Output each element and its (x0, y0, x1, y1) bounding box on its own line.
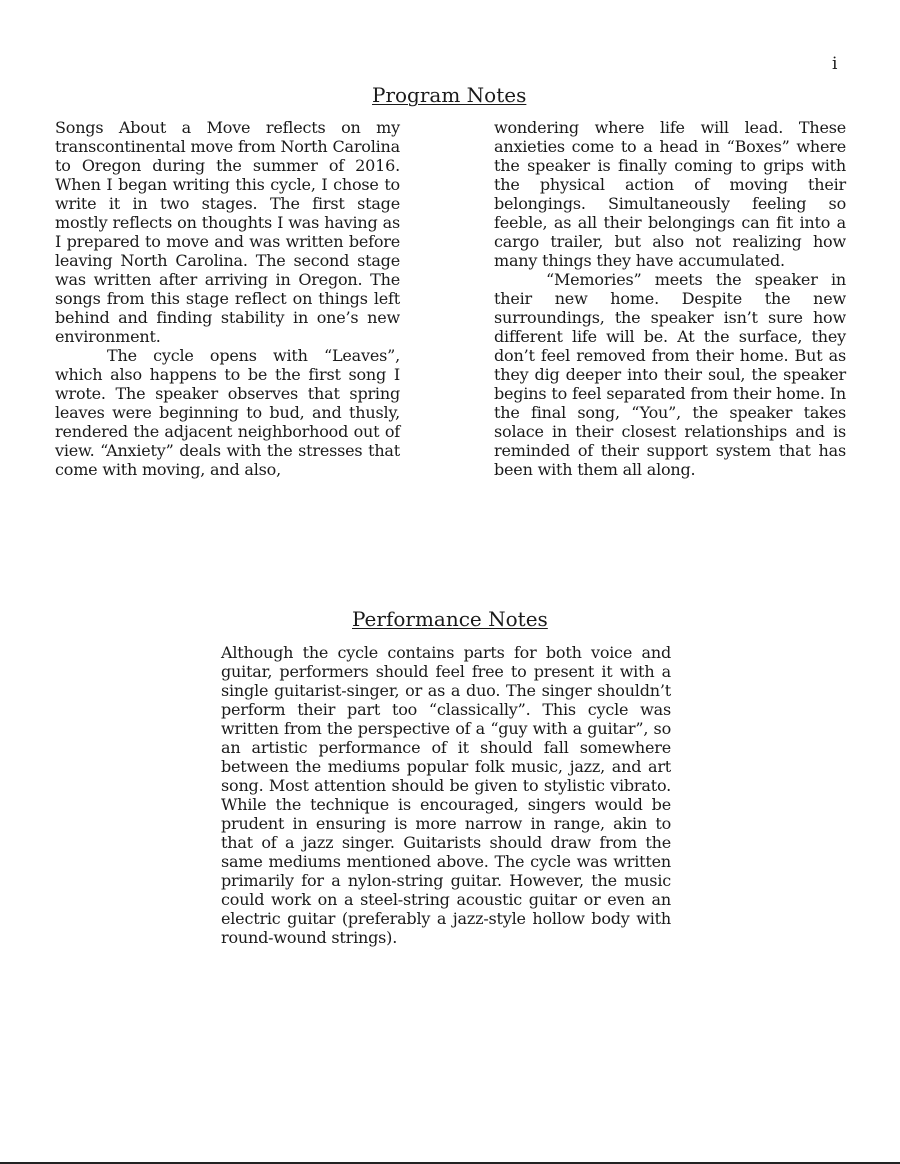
page-number: i (832, 54, 838, 74)
performance-notes-title: Performance Notes (352, 607, 548, 631)
program-notes-paragraph: wondering where life will lead. These anxieties come to a head in “Boxes” where the speaker is finally coming to grips with the physical action of moving their belongings. Simultaneously feeling so feeble, as all their belongings can fit into a cargo trailer, but also not realizing how many things they have accumulated. (494, 118, 846, 270)
program-notes-left-column (55, 118, 400, 479)
performance-notes-body (221, 643, 671, 947)
program-notes-title: Program Notes (372, 83, 527, 107)
performance-notes-paragraph: Although the cycle contains parts for both voice and guitar, performers should feel free to present it with a single guitarist-singer, or as a duo. The singer shouldn’t perform their part too “classically”. This cycle was written from the perspective of a “guy with a guitar”, so an artistic performance of it should fall somewhere between the mediums popular folk music, jazz, and art song. Most attention should be given to stylistic vibrato. While the technique is encouraged, singers would be prudent in ensuring is more narrow in range, akin to that of a jazz singer. Guitarists should draw from the same mediums mentioned above. The cycle was written primarily for a nylon-string guitar. However, the music could work on a steel-string acoustic guitar or even an electric guitar (preferably a jazz-style hollow body with round-wound strings). (221, 643, 671, 947)
program-notes-paragraph: The cycle opens with “Leaves”, which also happens to be the first song I wrote. The speaker observes that spring leaves were beginning to bud, and thusly, rendered the adjacent neighborhood out of view. “Anxiety” deals with the stresses that come with moving, and also, (55, 346, 400, 479)
program-notes-paragraph: “Memories” meets the speaker in their new home. Despite the new surroundings, the speaker isn’t sure how different life will be. At the surface, they don’t feel removed from their home. But as they dig deeper into their soul, the speaker begins to feel separated from their home. In the final song, “You”, the speaker takes solace in their closest relationships and is reminded of their support system that has been with them all along. (494, 270, 846, 479)
program-notes-paragraph: Songs About a Move reflects on my transcontinental move from North Carolina to Oregon during the summer of 2016. When I began writing this cycle, I chose to write it in two stages. The first stage mostly reflects on thoughts I was having as I prepared to move and was written before leaving North Carolina. The second stage was written after arriving in Oregon. The songs from this stage reflect on things left behind and finding stability in one’s new environment. (55, 118, 400, 346)
program-notes-right-column (494, 118, 846, 479)
